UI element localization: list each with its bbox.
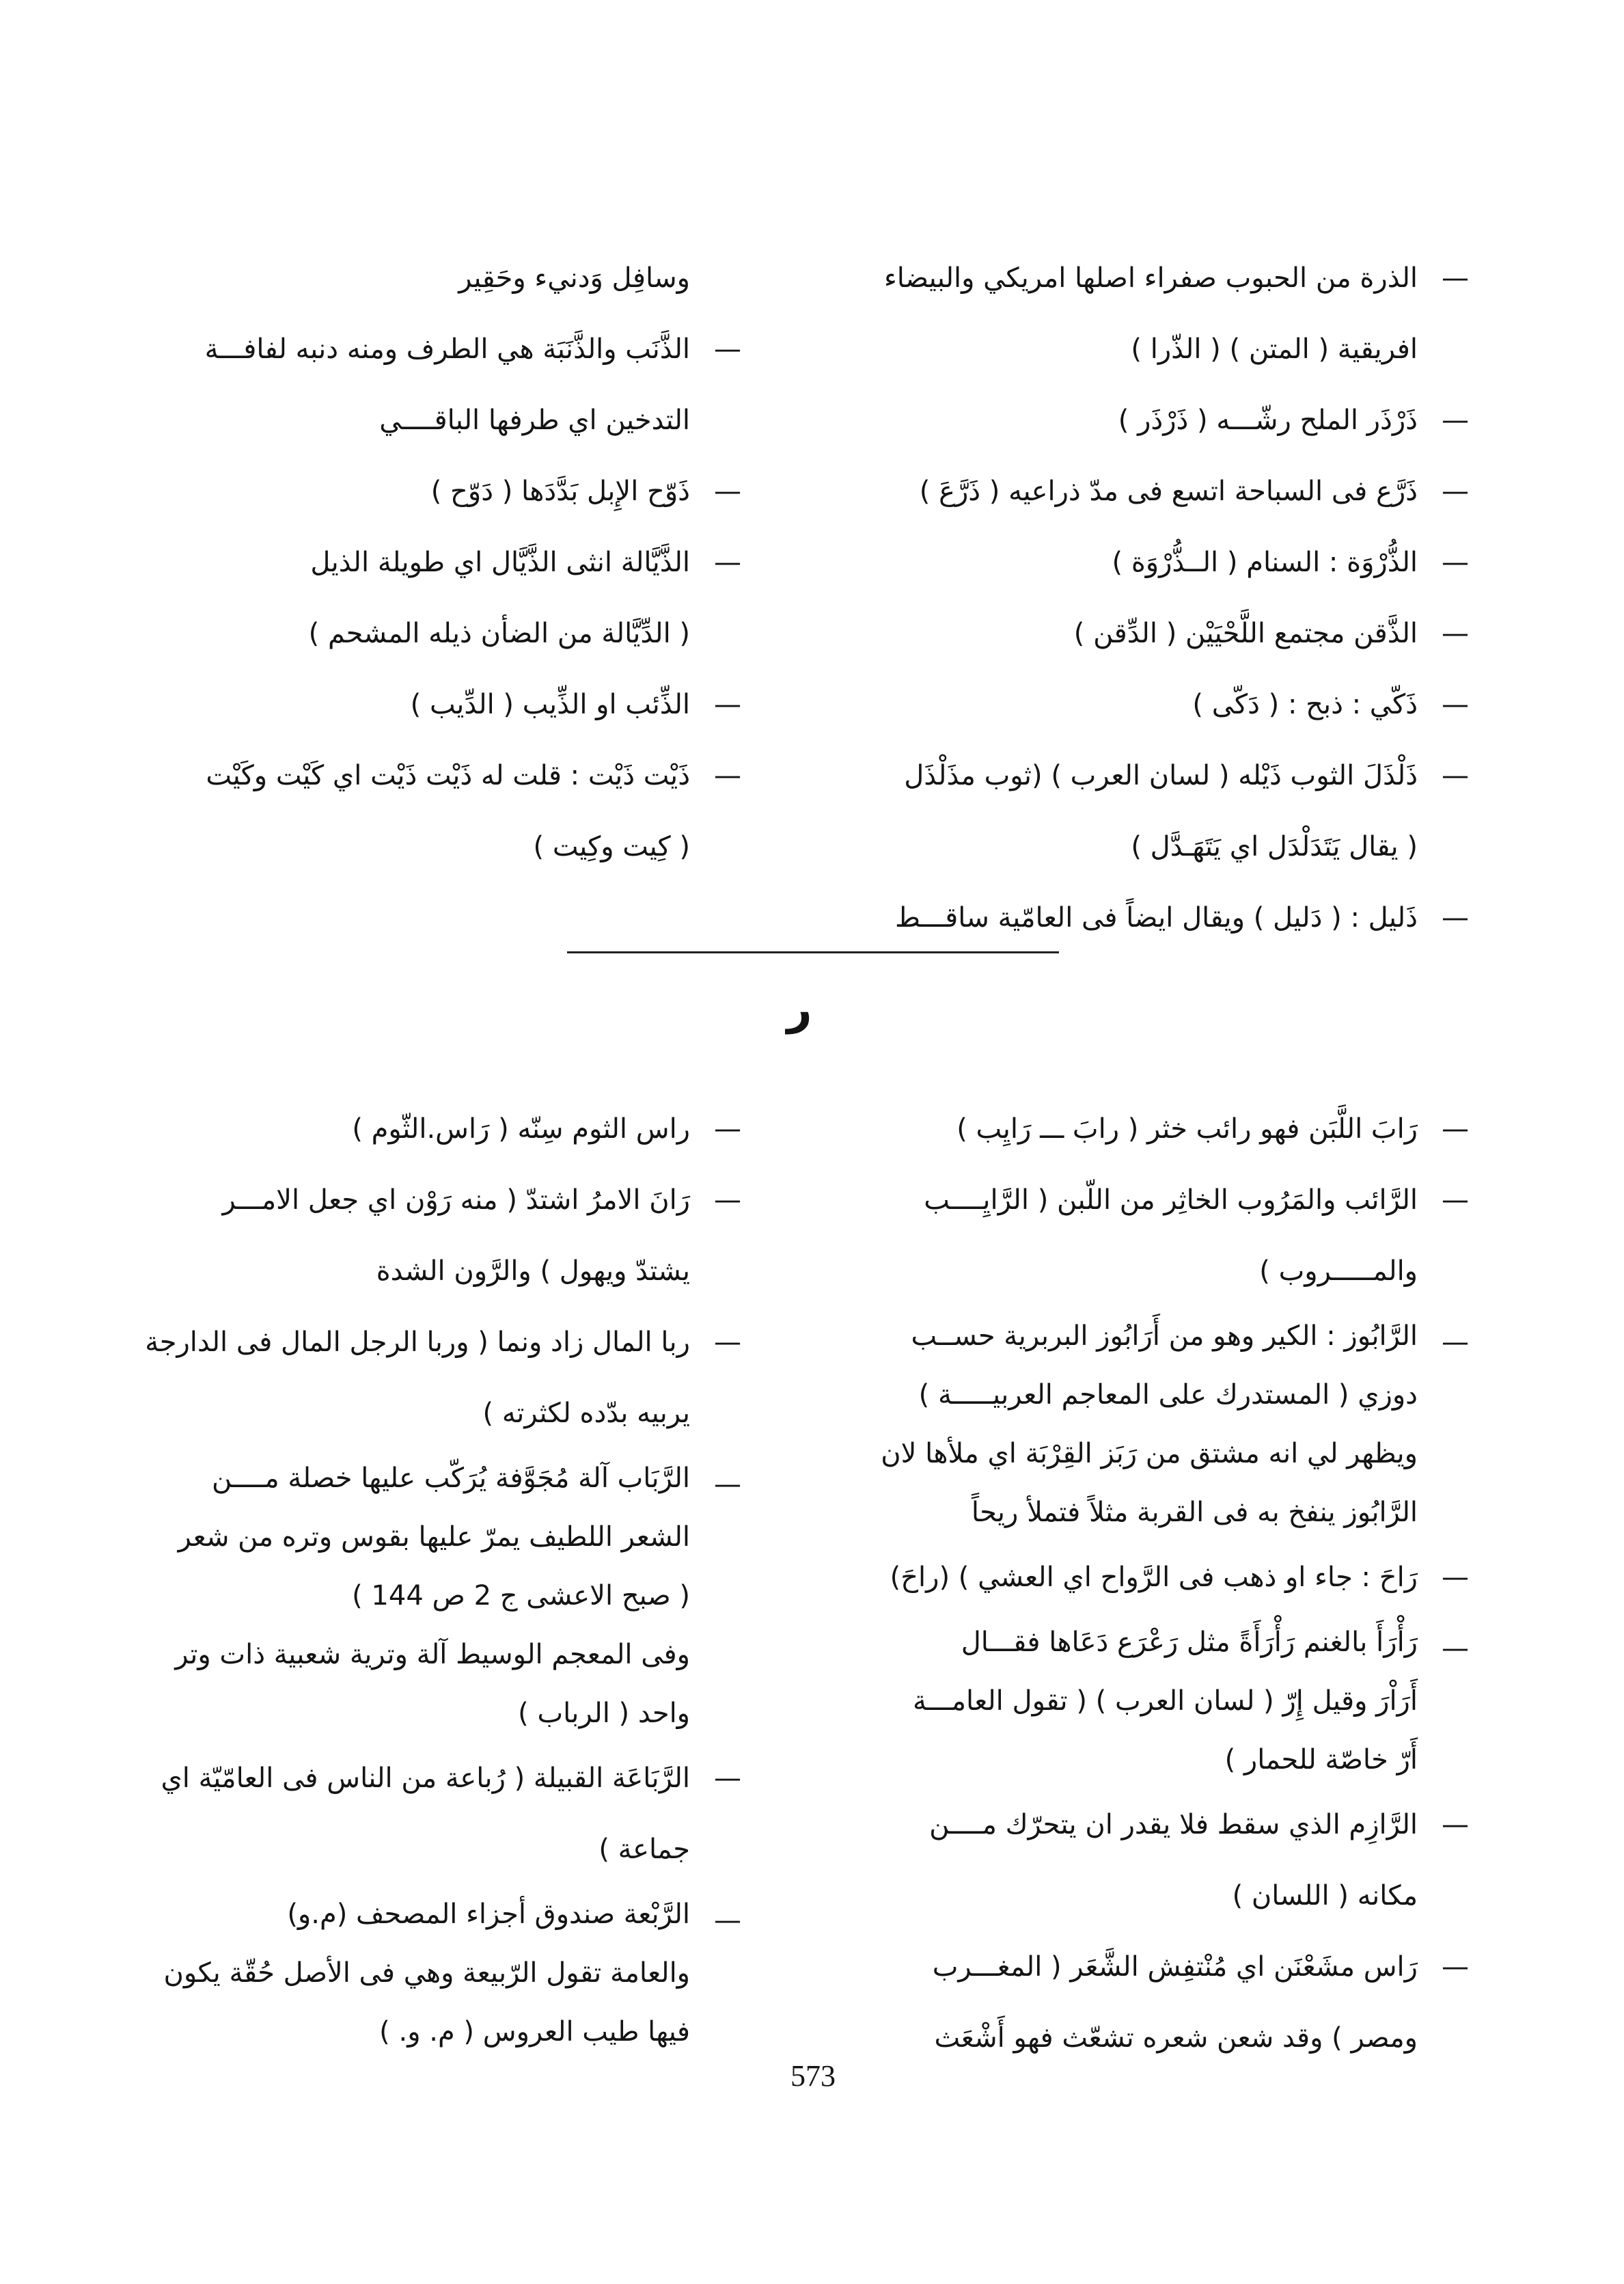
entry-line: ذَرْذَر الملح رشّـــه ( ذَرْذَر )	[1118, 405, 1418, 436]
entry-dash: —	[1442, 1184, 1469, 1216]
entry-dash: —	[1442, 1327, 1469, 1358]
dictionary-entry	[844, 385, 1472, 456]
entry-line: الرَّابُوز : الكير وهو من أَرَابُوز البربرية حســب	[911, 1320, 1418, 1352]
dictionary-entry	[143, 456, 745, 527]
entry-dash: —	[1442, 262, 1469, 294]
entry-line: الذَّقن مجتمع اللَّحْيَيْن ( الدِّقن )	[1073, 618, 1418, 649]
entry-line: الرَّابُوز ينفخ به فى القربة مثلاً فتملأ ريحاً	[971, 1497, 1418, 1528]
entry-dash: —	[1442, 1951, 1469, 1983]
entry-line: ذَليل : ( دَليل ) ويقال ايضاً فى العامّية ساقـــط	[894, 902, 1418, 934]
page-number: 573	[790, 2059, 836, 2093]
entry-line: والمـــــروب )	[1259, 1255, 1418, 1287]
entry-line: رَاس مشَعْنَن اي مُنْتفِش الشَّعَر ( المغـــرب	[932, 1951, 1418, 1983]
dictionary-entry	[143, 669, 745, 740]
entry-line: الذَّيَّالة انثى الذَّيَّال اي طويلة الذيل	[310, 547, 690, 578]
entry-line: رَاحَ : جاء او ذهب فى الرَّواح اي العشي ) (راحَ)	[890, 1562, 1418, 1593]
entry-line: الرَّازِم الذي سقط فلا يقدر ان يتحرّك مــــن	[929, 1809, 1418, 1840]
dictionary-entry	[844, 1931, 1472, 2074]
dictionary-entry	[143, 243, 745, 314]
entry-dash: —	[714, 1469, 741, 1500]
entry-line: ذَرَّع فى السباحة اتسع فى مدّ ذراعيه ( ذَرَّعَ )	[919, 476, 1418, 507]
entry-line: ذَيْت ذَيْت : قلت له ذَيْت ذَيْت اي كَيْت وكَيْت	[206, 760, 690, 791]
entry-line: فيها طيب العروس ( م. و. )	[379, 2016, 690, 2048]
entry-dash: —	[1442, 1809, 1469, 1840]
entry-dash: —	[714, 1905, 741, 1936]
entry-dash: —	[714, 1327, 741, 1358]
dictionary-entry	[844, 1165, 1472, 1307]
entry-dash: —	[1442, 1562, 1469, 1593]
entry-line: رَانَ الامرُ اشتدّ ( منه رَوْن اي جعل الامـــر	[222, 1184, 690, 1216]
entry-line: الذَّنَب والذَّنَبَة هي الطرف ومنه دنبه لفافـــة	[204, 334, 690, 365]
dictionary-entry	[844, 598, 1472, 669]
entry-line: ومصر ) وقد شعن شعره تشعّث فهو أَشْعَث	[934, 2022, 1418, 2054]
dictionary-entry	[844, 1613, 1472, 1789]
dictionary-entry	[143, 740, 745, 882]
dictionary-entry	[844, 1789, 1472, 1931]
entry-line: الرَّبَاب آلة مُجَوَّفة يُرَكّب عليها خصلة مــــن	[211, 1463, 690, 1494]
entry-dash: —	[714, 334, 741, 365]
dictionary-entry	[844, 456, 1472, 527]
entry-line: ( صبح الاعشى ج 2 ص 144 )	[352, 1580, 690, 1612]
dictionary-entry	[844, 882, 1472, 953]
entry-dash: —	[1442, 547, 1469, 578]
entry-line: ( يقال يَتَدَلْدَل اي يَتَهَـدَّل )	[1131, 831, 1418, 862]
entry-line: ذَوّح الإِبل بَدَّدَها ( دَوّح )	[430, 476, 690, 507]
entry-dash: —	[1442, 618, 1469, 649]
entry-line: دوزي ( المستدرك على المعاجم العربيـــــة )	[918, 1379, 1418, 1411]
dictionary-entry	[844, 527, 1472, 598]
entry-dash: —	[714, 760, 741, 791]
entry-line: وفى المعجم الوسيط آلة وترية شعبية ذات وتر	[175, 1639, 690, 1670]
section-divider	[567, 951, 1059, 953]
entry-line: أَرّ خاصّة للحمار )	[1224, 1744, 1418, 1776]
dictionary-entry	[143, 1885, 745, 2061]
entry-dash: —	[1442, 1633, 1469, 1664]
entry-line: الذِّئب او الذِّيب ( الدِّيب )	[410, 689, 690, 720]
entry-line: راس الثوم سِنّه ( رَاس.الثّوم )	[352, 1113, 690, 1145]
entry-line: رَأْرَأَ بالغنم رَأْرَأَةً مثل رَعْرَع دَعَاها فقـــال	[961, 1627, 1418, 1658]
dictionary-entry	[143, 1307, 745, 1449]
entry-dash: —	[714, 1113, 741, 1145]
entry-line: ذَلْذَلَ الثوب ذَيْله ( لسان العرب ) (ثوب مذَلْذَل	[904, 760, 1418, 791]
dictionary-entry	[844, 1093, 1472, 1165]
entry-dash: —	[1442, 405, 1469, 436]
dictionary-entry	[844, 740, 1472, 882]
dictionary-entry	[844, 1307, 1472, 1542]
entry-line: يربيه بدّده لكثرته )	[482, 1398, 690, 1429]
entry-dash: —	[1442, 689, 1469, 720]
dictionary-entry	[143, 1743, 745, 1885]
entry-line: يشتدّ ويهول ) والرَّون الشدة	[376, 1255, 690, 1287]
entry-dash: —	[714, 689, 741, 720]
entry-line: مكانه ( اللسان )	[1232, 1880, 1418, 1912]
entry-line: التدخين اي طرفها الباقــــي	[379, 405, 690, 436]
entry-line: والعامة تقول الرّبيعة وهي فى الأصل حُقّة يكون	[163, 1957, 690, 1989]
entry-line: ويظهر لي انه مشتق من رَبَز القِرْبَة اي ملأها لان	[881, 1438, 1418, 1469]
dictionary-entry	[143, 1093, 745, 1165]
entry-dash: —	[714, 476, 741, 507]
bottom-left-column	[143, 1093, 745, 2061]
entry-line: افريقية ( المتن ) ( الذّرا )	[1131, 334, 1418, 365]
dictionary-entry	[844, 243, 1472, 385]
entry-line: الشعر اللطيف يمرّ عليها بقوس وتره من شعر	[178, 1521, 690, 1553]
dictionary-entry	[143, 314, 745, 456]
entry-dash: —	[1442, 1113, 1469, 1145]
entry-dash: —	[714, 547, 741, 578]
entry-dash: —	[1442, 476, 1469, 507]
dictionary-entry	[143, 1449, 745, 1743]
bottom-right-column	[844, 1093, 1472, 2074]
entry-line: ذَكّي : ذبح : ( دَكّى )	[1192, 689, 1418, 720]
entry-line: الرَّبْعة صندوق أجزاء المصحف (م.و)	[287, 1899, 690, 1930]
entry-line: الذرة من الحبوب صفراء اصلها امريكي والبيضاء	[884, 262, 1418, 294]
dictionary-entry	[844, 669, 1472, 740]
entry-line: الرَّائب والمَرُوب الخاثِر من اللّبن ( الرَّايِــــب	[924, 1184, 1418, 1216]
entry-line: الرَّبَاعَة القبيلة ( رُباعة من الناس فى العامّيّة اي	[161, 1763, 690, 1794]
entry-dash: —	[1442, 760, 1469, 791]
entry-line: واحد ( الرباب )	[518, 1698, 690, 1729]
top-right-column	[844, 243, 1472, 953]
entry-line: وسافِل وَدنيء وحَقِير	[458, 262, 690, 294]
entry-line: ( الدِّيَّالة من الضأن ذيله المشحم )	[308, 618, 690, 649]
dictionary-entry	[143, 1165, 745, 1307]
entry-line: جماعة )	[598, 1834, 690, 1865]
entry-dash: —	[1442, 902, 1469, 934]
section-letter: ر	[786, 984, 812, 1035]
top-left-column	[143, 243, 745, 882]
entry-line: ربا المال زاد ونما ( وربا الرجل المال فى الدارجة	[145, 1327, 690, 1358]
entry-line: الذُّرْوَة : السنام ( الــذُّرْوَة )	[1112, 547, 1418, 578]
dictionary-entry	[143, 527, 745, 669]
entry-dash: —	[714, 1184, 741, 1216]
entry-line: رَابَ اللَّبَن فهو رائب خثر ( رابَ ـــ رَايِب )	[956, 1113, 1418, 1145]
dictionary-entry	[844, 1542, 1472, 1613]
entry-line: ( كِيت وكِيت )	[533, 831, 690, 862]
entry-line: أَرَاْرَ وقيل إِرّ ( لسان العرب ) ( تقول العامـــة	[912, 1685, 1418, 1717]
entry-dash: —	[714, 1763, 741, 1794]
